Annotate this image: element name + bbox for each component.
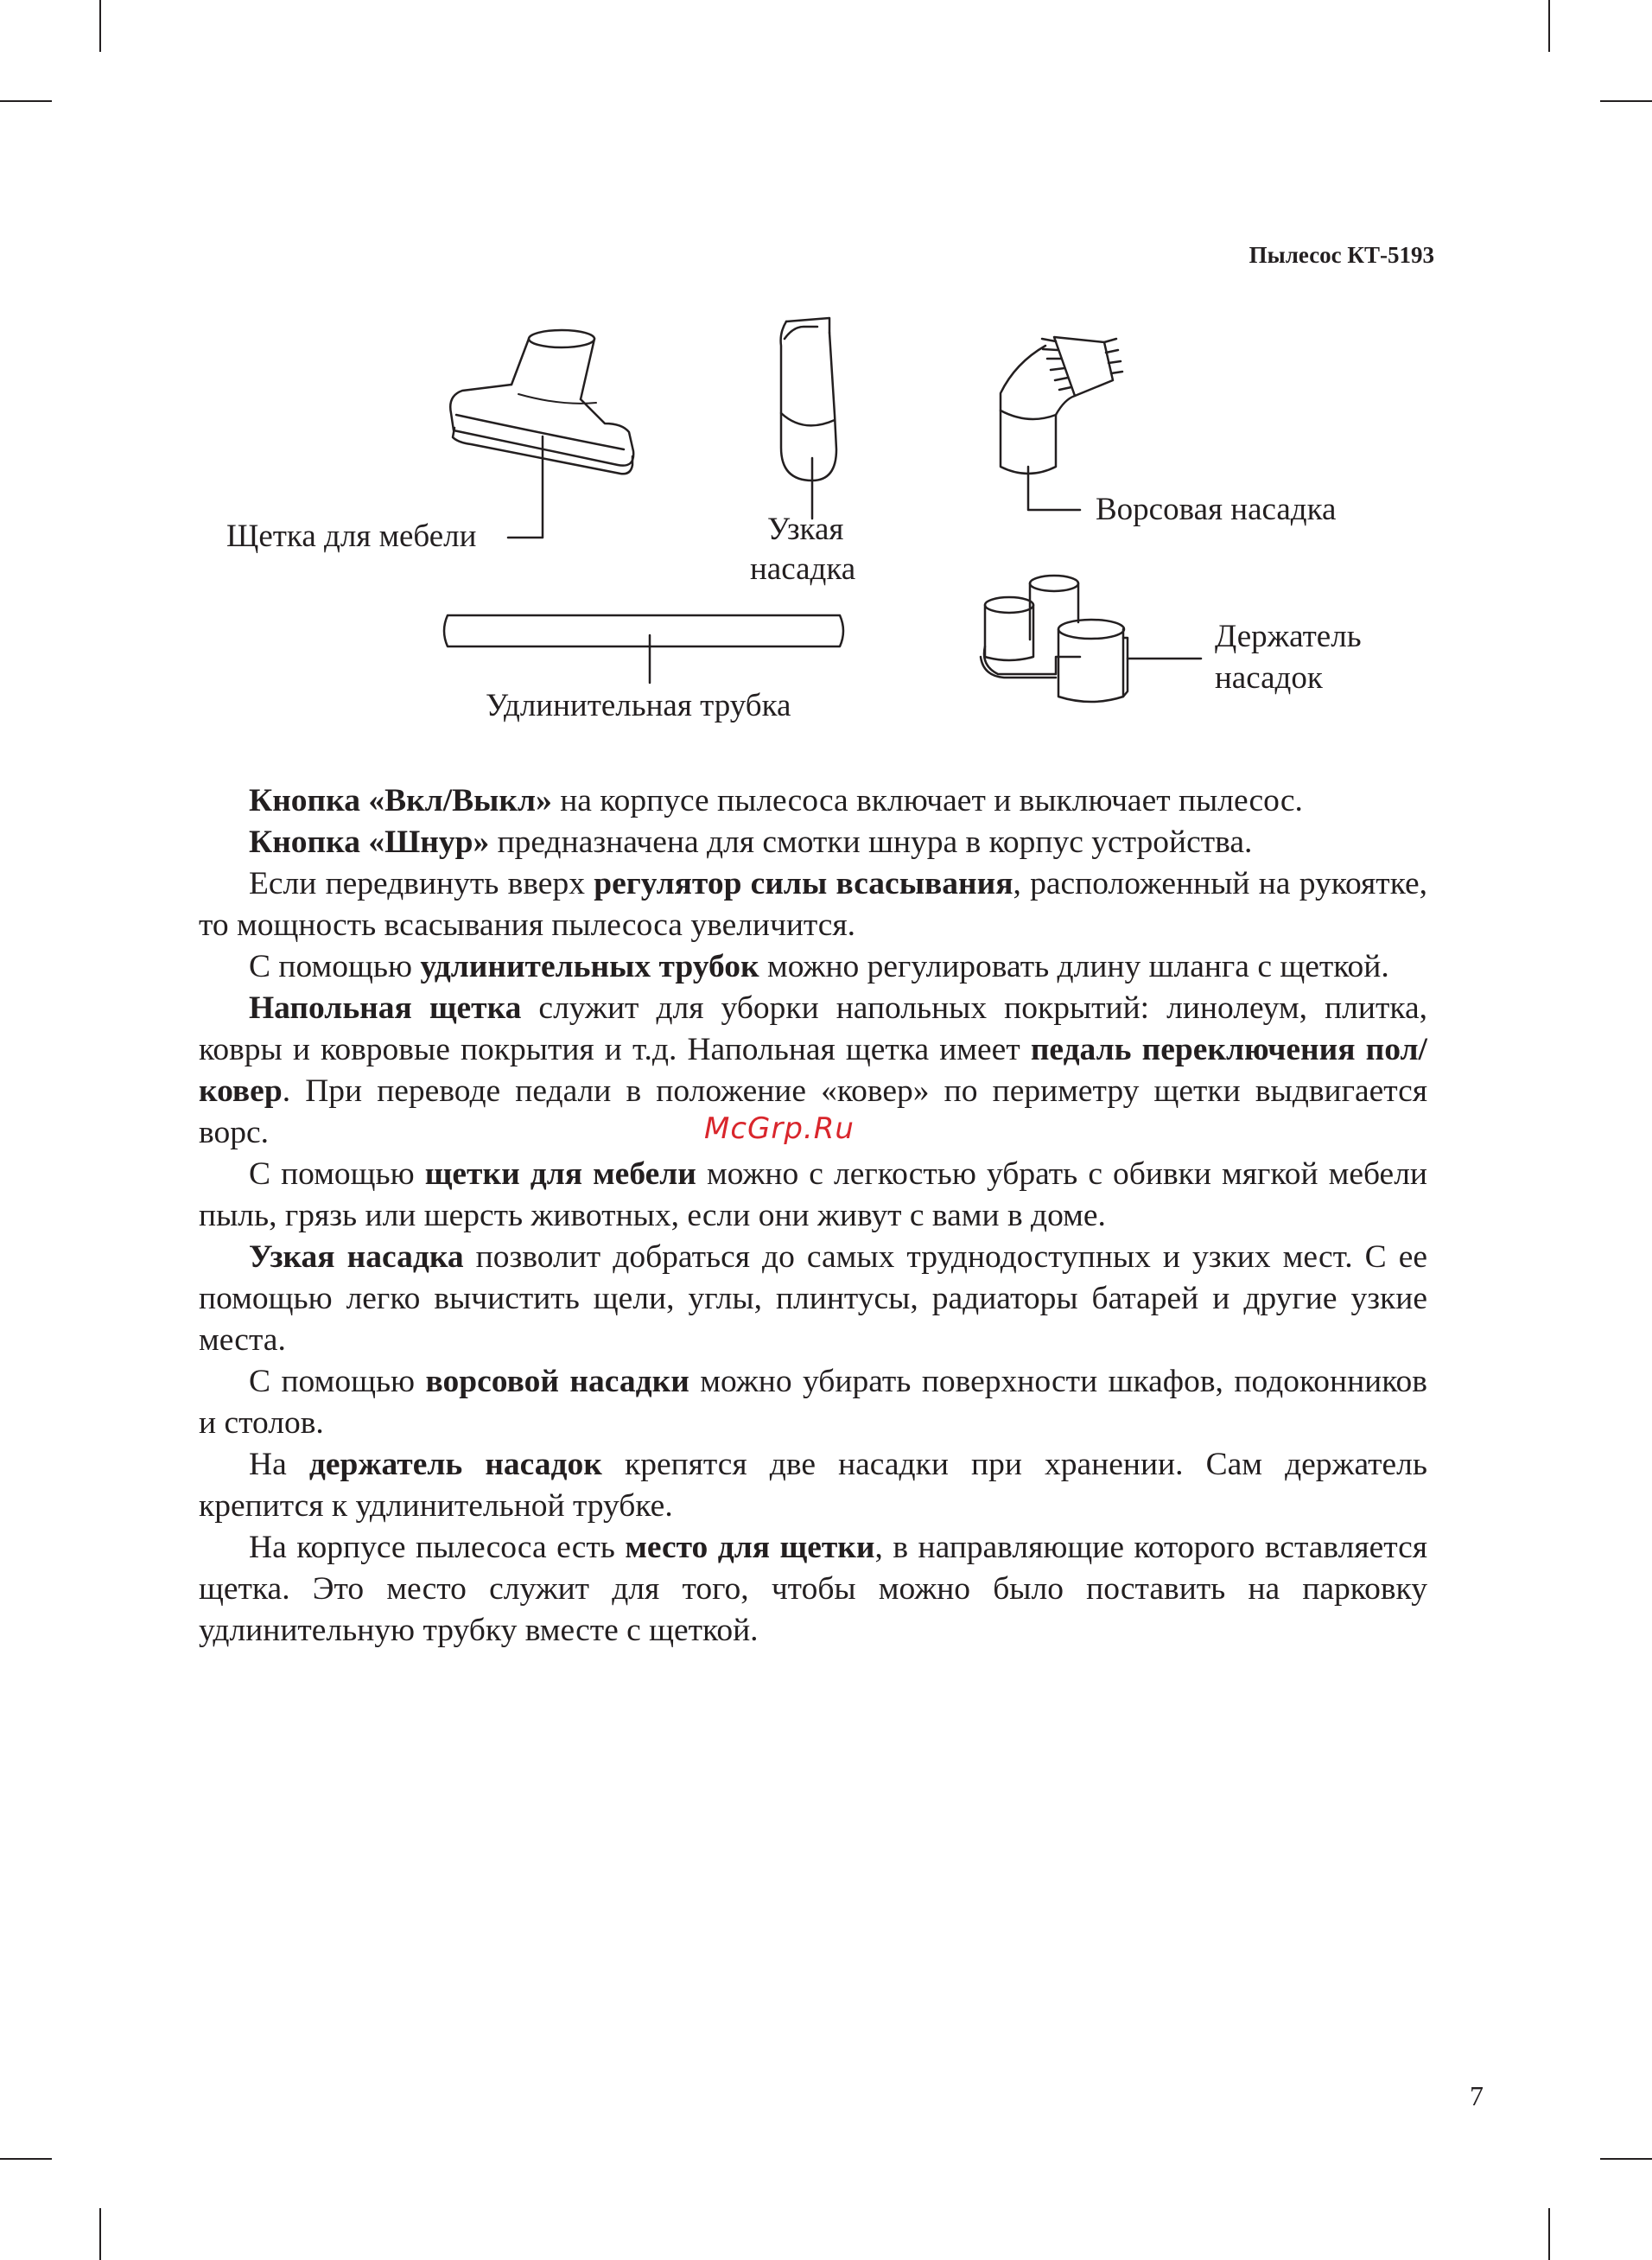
label-nozzle-holder-line2: насадок [1215, 660, 1323, 696]
crop-mark [1548, 2208, 1550, 2260]
document-header: Пылесос КТ-5193 [1249, 242, 1434, 268]
extension-tube-drawing [444, 615, 843, 646]
text-run: можно регулировать длину шланга с щеткой. [759, 949, 1389, 984]
label-nozzle-holder-line1: Держатель [1215, 619, 1362, 654]
text-run: на корпусе пылесоса включает и выключает пылесос. [551, 783, 1303, 818]
paragraph [199, 1361, 1427, 1444]
watermark: McGrp.Ru [704, 1111, 855, 1146]
text-run: Если передвинуть вверх [249, 866, 594, 901]
crop-mark [1600, 2158, 1652, 2160]
paragraph [199, 822, 1427, 863]
paragraph [199, 1527, 1427, 1652]
label-bristle-nozzle: Ворсовая насадка [1096, 492, 1337, 527]
paragraph [199, 1154, 1427, 1237]
text-run: На корпусе пылесоса есть [249, 1530, 626, 1565]
bold-term: удлинительных трубок [420, 949, 759, 984]
crop-mark [0, 2158, 52, 2160]
label-extension-tube: Удлинительная трубка [486, 688, 791, 723]
crop-mark [99, 2208, 101, 2260]
page-number: 7 [1470, 2080, 1484, 2111]
bold-term: щетки для мебели [424, 1156, 696, 1192]
bold-term: держатель насадок [308, 1447, 602, 1482]
accessories-figure [0, 0, 1652, 761]
bold-term: Узкая насадка [249, 1239, 464, 1275]
text-run: , расположенный на рукоятке, то мощность всасывания пылесоса увеличится. [199, 866, 1427, 943]
label-narrow-nozzle-line2: насадка [750, 551, 856, 587]
bold-term: педаль переключения пол/ковер [199, 1032, 1427, 1109]
narrow-nozzle-drawing [781, 318, 836, 481]
text-run: позволит добраться до самых труднодоступных и узких мест. С ее помощью легко вычистить щели, углы, плинтусы, радиаторы батарей и другие узкие места. [199, 1239, 1428, 1358]
bold-term: место для щетки [625, 1530, 875, 1565]
body-text [199, 780, 1427, 1652]
nozzle-holder-drawing [981, 576, 1128, 702]
text-run: служит для уборки напольных покрытий: линолеум, плитка, ковры и ковровые покрытия и т.д. Напольная щетка имеет [199, 990, 1427, 1067]
text-run: С помощью [249, 1156, 425, 1192]
text-run: можно с легкостью убрать с обивки мягкой мебели пыль, грязь или шерсть животных, если они живут с вами в доме. [199, 1156, 1427, 1233]
text-run: С помощью [249, 1364, 426, 1399]
bold-term: Кнопка «Шнур» [249, 824, 490, 860]
bold-term: ворсовой насадки [425, 1364, 689, 1399]
bold-term: Кнопка «Вкл/Выкл» [249, 783, 552, 818]
text-run: , в направляющие которого вставляется щетка. Это место служит для того, чтобы можно было поставить на парковку удлинительную трубку вместе с щеткой. [199, 1530, 1427, 1648]
paragraph [199, 1237, 1427, 1361]
bristle-nozzle-drawing [1001, 337, 1122, 474]
label-narrow-nozzle-line1: Узкая [767, 512, 844, 547]
label-furniture-brush: Щетка для мебели [226, 519, 477, 554]
text-run: можно убирать поверхности шкафов, подоконников и столов. [199, 1364, 1427, 1441]
text-run: С помощью [249, 949, 421, 984]
text-run: предназначена для смотки шнура в корпус устройства. [489, 824, 1253, 860]
text-run: . При переводе педали в положение «ковер» по периметру щетки выдвигается ворс. [199, 1073, 1427, 1150]
paragraph [199, 863, 1427, 946]
bold-term: Напольная щетка [249, 990, 522, 1026]
paragraph [199, 780, 1427, 822]
text-run: крепятся две насадки при хранении. Сам держатель крепится к удлинительной трубке. [199, 1447, 1427, 1524]
paragraph [199, 946, 1427, 988]
paragraph [199, 1444, 1427, 1527]
bold-term: регулятор силы всасывания [594, 866, 1013, 901]
text-run: На [249, 1447, 309, 1482]
